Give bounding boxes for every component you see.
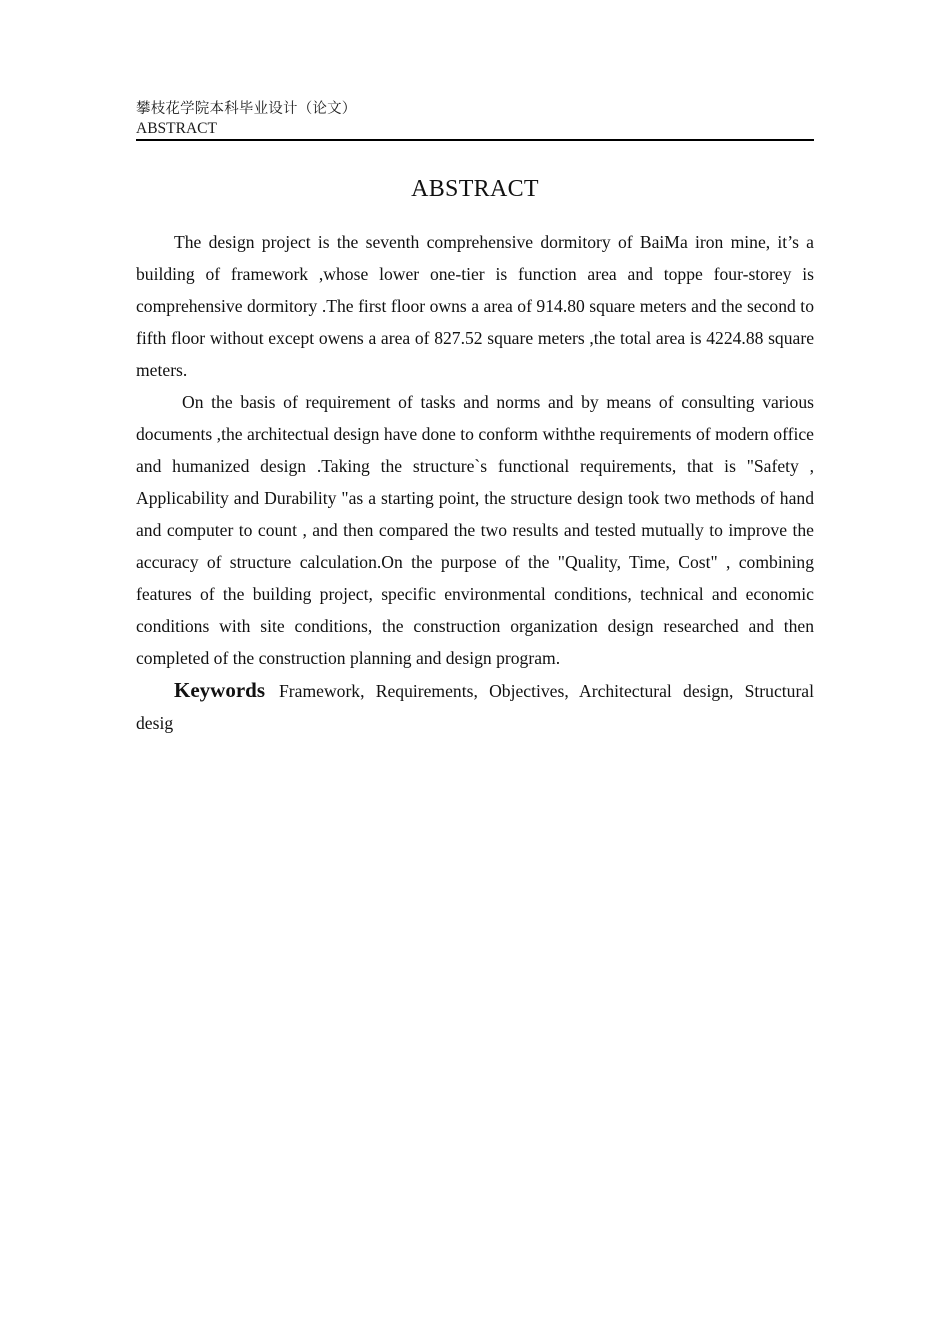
header-section-label: ABSTRACT [136, 120, 217, 137]
keywords-label: Keywords [174, 678, 265, 702]
page-title: ABSTRACT [411, 176, 539, 202]
running-header [136, 100, 814, 138]
header-divider [136, 139, 814, 141]
abstract-paragraph-2: On the basis of requirement of tasks and norms and by means of consulting various documents ,the architectual design have done to conform withthe requirements of modern office and humanized design .Taking the structure`s functional requirements, that is "Safety , Applicability and Durability "as a starting point, the structure design took two methods of hand and computer to count , and then compared the two results and tested mutually to improve the accuracy of structure calculation.On the purpose of the "Quality, Time, Cost" , combining features of the building project, specific environmental conditions, technical and economic conditions with site conditions, the construction organization design researched and then completed of the construction planning and design program. [136, 392, 814, 668]
abstract-paragraph-1: The design project is the seventh comprehensive dormitory of BaiMa iron mine, it’s a building of framework ,whose lower one-tier is function area and toppe four-storey is comprehensive dormitory .The first floor owns a area of 914.80 square meters and the second to fifth floor without except owens a area of 827.52 square meters ,the total area is 4224.88 square meters. [136, 232, 814, 380]
header-school-line: 攀枝花学院本科毕业设计（论文） [136, 101, 357, 117]
keywords-line [136, 674, 814, 739]
keywords-text: Framework, Requirements, Objectives, Architectural design, Structural desig [136, 681, 814, 733]
abstract-body [136, 226, 814, 739]
